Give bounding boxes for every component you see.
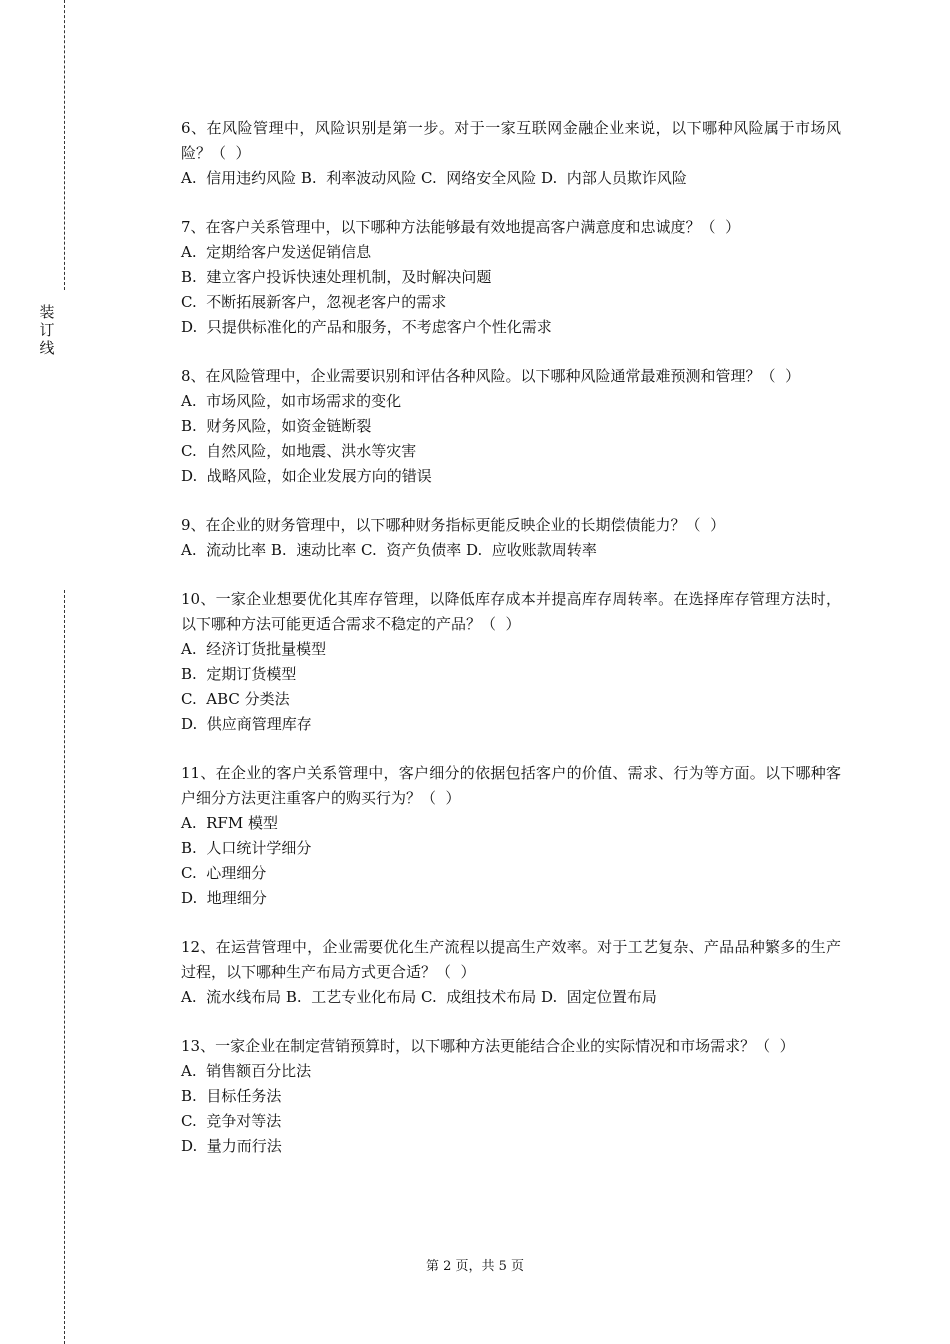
page-number-footer: 第 2 页，共 5 页: [425, 1259, 525, 1274]
question-10: [181, 587, 841, 737]
option-a: A. RFM 模型: [181, 814, 278, 832]
option-c: C. 心理细分: [181, 864, 267, 882]
question-options-inline: A. 流水线布局 B. 工艺专业化布局 C. 成组技术布局 D. 固定位置布局: [181, 988, 657, 1006]
binding-char: 线: [39, 339, 55, 357]
option-d: D. 量力而行法: [181, 1137, 282, 1155]
binding-char: 订: [39, 321, 55, 339]
question-stem: 12、在运营管理中，企业需要优化生产流程以提高生产效率。对于工艺复杂、产品品种繁多的生产过程，以下哪种生产布局方式更合适？（ ）: [181, 938, 841, 981]
option-a: A. 销售额百分比法: [181, 1062, 312, 1080]
binding-char: 装: [39, 303, 55, 321]
option-a: A. 定期给客户发送促销信息: [181, 243, 372, 261]
question-13: [181, 1034, 841, 1159]
option-d: D. 供应商管理库存: [181, 715, 312, 733]
option-c: C. 竞争对等法: [181, 1112, 282, 1130]
question-stem: 11、在企业的客户关系管理中，客户细分的依据包括客户的价值、需求、行为等方面。以下哪种客户细分方法更注重客户的购买行为？（ ）: [181, 764, 841, 807]
option-c: C. ABC 分类法: [181, 690, 290, 708]
option-b: B. 人口统计学细分: [181, 839, 312, 857]
option-a: A. 经济订货批量模型: [181, 640, 327, 658]
option-d: D. 地理细分: [181, 889, 267, 907]
question-stem: 8、在风险管理中，企业需要识别和评估各种风险。以下哪种风险通常最难预测和管理？（ ）: [181, 367, 801, 385]
option-b: B. 目标任务法: [181, 1087, 282, 1105]
binding-dashed-line-top: [64, 0, 65, 290]
question-stem: 13、一家企业在制定营销预算时，以下哪种方法更能结合企业的实际情况和市场需求？（ ）: [181, 1037, 795, 1055]
option-d: D. 只提供标准化的产品和服务，不考虑客户个性化需求: [181, 318, 552, 336]
question-6: [181, 116, 841, 191]
question-stem: 10、一家企业想要优化其库存管理，以降低库存成本并提高库存周转率。在选择库存管理方法时，以下哪种方法可能更适合需求不稳定的产品？（ ）: [181, 590, 841, 633]
option-a: A. 市场风险，如市场需求的变化: [181, 392, 402, 410]
option-d: D. 战略风险，如企业发展方向的错误: [181, 467, 432, 485]
option-b: B. 建立客户投诉快速处理机制，及时解决问题: [181, 268, 492, 286]
question-12: [181, 935, 841, 1010]
option-b: B. 财务风险，如资金链断裂: [181, 417, 372, 435]
option-c: C. 不断拓展新客户，忽视老客户的需求: [181, 293, 447, 311]
question-stem: 7、在客户关系管理中，以下哪种方法能够最有效地提高客户满意度和忠诚度？（ ）: [181, 218, 741, 236]
question-9: [181, 513, 841, 563]
question-stem: 6、在风险管理中，风险识别是第一步。对于一家互联网金融企业来说，以下哪种风险属于市场风险？（ ）: [181, 119, 841, 162]
question-11: [181, 761, 841, 911]
option-c: C. 自然风险，如地震、洪水等灾害: [181, 442, 417, 460]
question-options-inline: A. 流动比率 B. 速动比率 C. 资产负债率 D. 应收账款周转率: [181, 541, 597, 559]
question-8: [181, 364, 841, 489]
question-stem: 9、在企业的财务管理中，以下哪种财务指标更能反映企业的长期偿债能力？（ ）: [181, 516, 726, 534]
question-list: [181, 116, 841, 1183]
option-b: B. 定期订货模型: [181, 665, 297, 683]
binding-line-label: [38, 303, 56, 357]
binding-dashed-line-bottom: [64, 590, 65, 1344]
question-7: [181, 215, 841, 340]
question-options-inline: A. 信用违约风险 B. 利率波动风险 C. 网络安全风险 D. 内部人员欺诈风险: [181, 169, 687, 187]
